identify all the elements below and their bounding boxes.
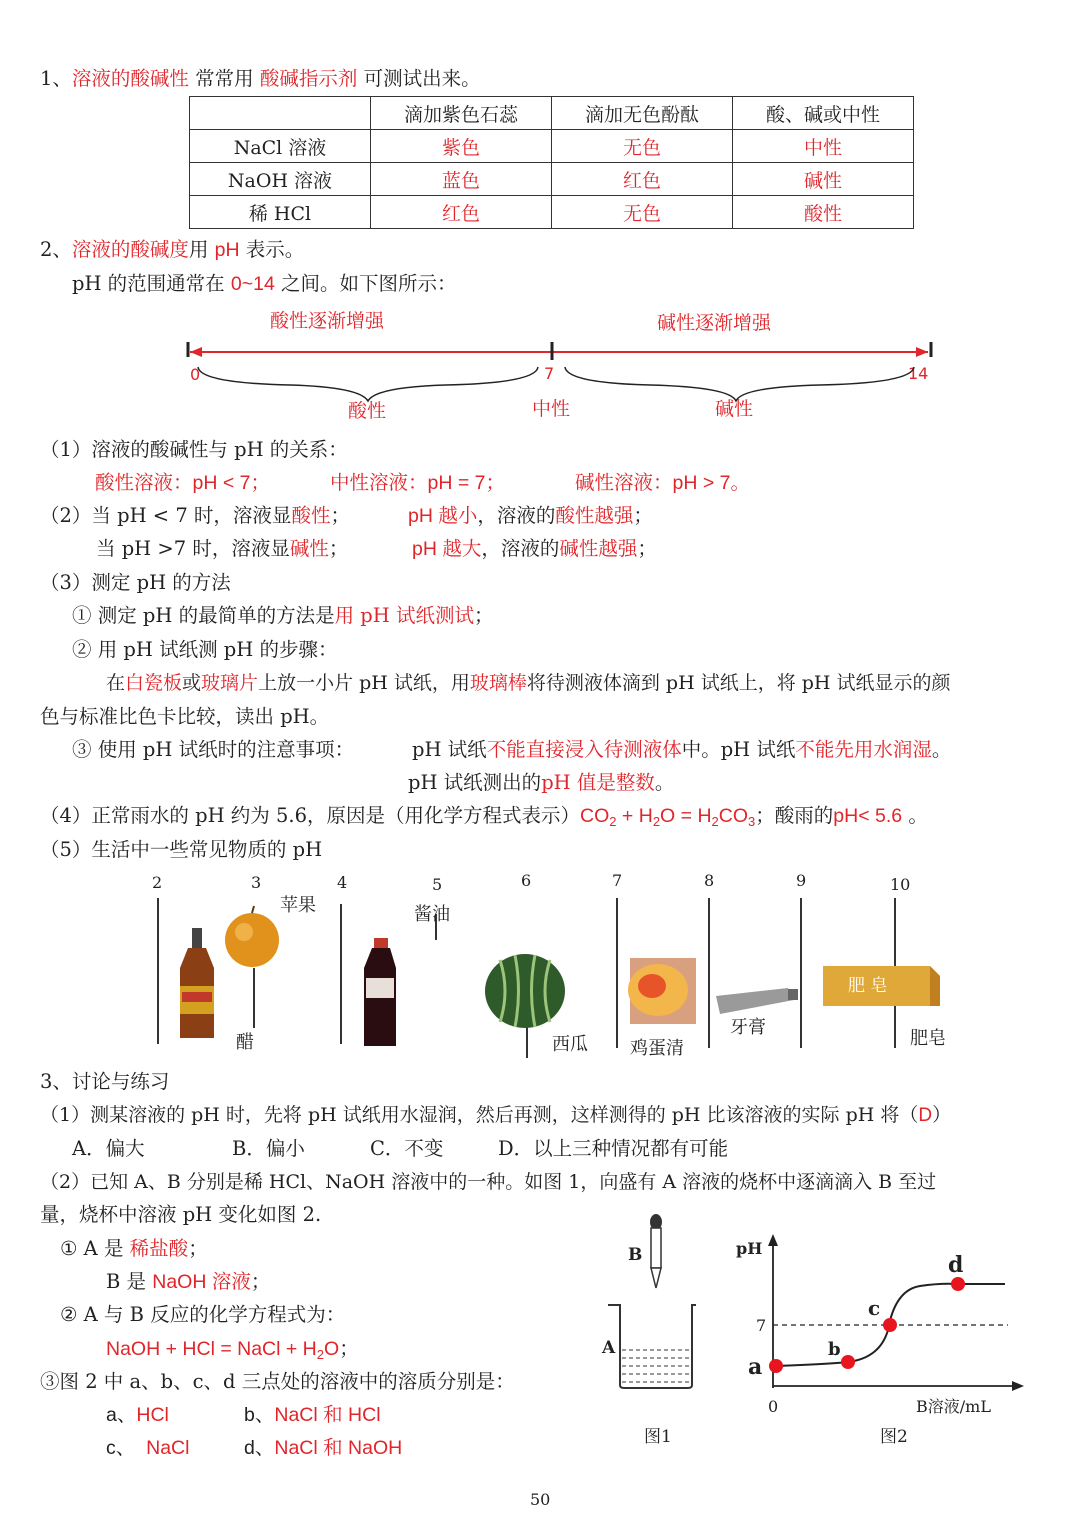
beaker-icon bbox=[608, 1305, 696, 1388]
tick-8: 8 bbox=[704, 871, 715, 890]
p1-label: （1）溶液的酸碱性与 pH 的关系： bbox=[40, 438, 348, 461]
fig2-label-b: b bbox=[828, 1339, 841, 1360]
s2-line: 2、溶液的酸碱度用 pH 表示。 bbox=[40, 238, 305, 261]
p4-line: （4）正常雨水的 pH 约为 5.6，原因是（用化学方程式表示）$CO_2 + H_2O = H_2CO_3$；酸雨的pH< 5.6 。 bbox=[40, 804, 928, 829]
soy-sauce-label: 酱油 bbox=[414, 904, 450, 925]
p3-item2: ② 用 pH 试纸测 pH 的步骤： bbox=[72, 638, 338, 661]
q1-option-c: C．不变 bbox=[370, 1137, 444, 1160]
q1-option-a: A．偏大 bbox=[72, 1137, 145, 1160]
p2-line1: （2）当 pH < 7 时，溶液显酸性； bbox=[40, 504, 350, 527]
acid-trend-label: 酸性逐渐增强 bbox=[270, 310, 385, 332]
tick-9: 9 bbox=[796, 871, 807, 890]
p3-item3: ③ 使用 pH 试纸时的注意事项： bbox=[72, 738, 355, 761]
fig2-caption: 图2 bbox=[880, 1427, 908, 1447]
fig2-label-a: a bbox=[748, 1354, 763, 1380]
soap-icon bbox=[823, 966, 940, 1006]
soap-box-text: 肥 皂 bbox=[848, 976, 888, 996]
q1-option-b: B．偏小 bbox=[232, 1137, 305, 1160]
tick-6: 6 bbox=[521, 871, 532, 890]
vinegar-label: 醋 bbox=[236, 1032, 254, 1053]
vinegar-bottle-icon bbox=[180, 928, 214, 1038]
apple-label: 苹果 bbox=[280, 895, 316, 916]
fig1-label-b: B bbox=[628, 1245, 643, 1265]
s3-q1: （1）测某溶液的 pH 时，先将 pH 试纸用水湿润，然后再测，这样测得的 pH 比该溶液的实际 pH 将（D） bbox=[40, 1104, 952, 1126]
table-row: 稀 HCl 红色 无色 酸性 bbox=[190, 196, 914, 229]
point-d bbox=[951, 1277, 965, 1291]
dropper-icon bbox=[650, 1214, 662, 1288]
tick-3: 3 bbox=[251, 873, 262, 892]
s2-range: pH 的范围通常在 0~14 之间。如下图所示： bbox=[72, 272, 457, 295]
p3-item2-cont: 色与标准比色卡比较，读出 pH。 bbox=[40, 705, 330, 728]
q1-option-d: D．以上三种情况都有可能 bbox=[498, 1137, 729, 1160]
solute-a: a、HCl bbox=[106, 1404, 169, 1426]
answer-b: B 是 NaOH 溶液； bbox=[106, 1270, 271, 1293]
p1-acid: 酸性溶液：pH < 7； bbox=[95, 472, 270, 494]
p1-neutral: 中性溶液：pH = 7； bbox=[330, 472, 505, 494]
p3-item3-note2: pH 试纸测出的pH 值是整数。 bbox=[408, 771, 675, 794]
page-number: 50 bbox=[530, 1490, 551, 1509]
egg-white-label: 鸡蛋清 bbox=[630, 1038, 684, 1059]
p5-label: （5）生活中一些常见物质的 pH bbox=[40, 838, 323, 861]
tick-10: 10 bbox=[890, 875, 911, 894]
fig2-x-label: B溶液/mL bbox=[916, 1397, 991, 1416]
indicator-table bbox=[189, 96, 914, 229]
fig2-label-c: c bbox=[868, 1296, 881, 1320]
solute-c: c、 NaCl bbox=[106, 1437, 190, 1459]
tick-4: 4 bbox=[337, 873, 348, 892]
fig2-y-label: pH bbox=[736, 1239, 763, 1258]
tick-14: 14 bbox=[908, 364, 929, 383]
acid-label: 酸性 bbox=[348, 400, 387, 422]
fig2-seven-label: 7 bbox=[756, 1316, 767, 1335]
answer-2-equation: NaOH + HCl = NaCl + $H_2O$； bbox=[106, 1337, 359, 1362]
answer-2-label: ② A 与 B 反应的化学方程式为： bbox=[60, 1303, 346, 1326]
s3-title: 3、讨论与练习 bbox=[40, 1070, 170, 1093]
s1-line: 1、溶液的酸碱性 常常用 酸碱指示剂 可测试出来。 bbox=[40, 67, 481, 90]
p2-line2: 当 pH >7 时，溶液显碱性； bbox=[96, 537, 349, 560]
figure-2-ph-curve bbox=[730, 1230, 1030, 1450]
fig2-zero-label: 0 bbox=[768, 1397, 779, 1416]
ph-substances-figure bbox=[140, 868, 960, 1063]
s3-q2-line1: （2）已知 A、B 分别是稀 HCl、NaOH 溶液中的一种。如图 1，向盛有 A 溶液的烧杯中逐滴滴入 B 至过 bbox=[40, 1171, 937, 1193]
solute-b: b、NaCl 和 HCl bbox=[244, 1404, 381, 1426]
p2-line1b: pH 越小，溶液的酸性越强； bbox=[408, 504, 653, 527]
s3-q2-line2: 量，烧杯中溶液 pH 变化如图 2. bbox=[40, 1203, 322, 1226]
soap-label: 肥皂 bbox=[910, 1028, 946, 1049]
point-a bbox=[769, 1359, 783, 1373]
watermelon-icon bbox=[485, 954, 565, 1028]
p3-item2-steps: 在白瓷板或玻璃片上放一小片 pH 试纸，用玻璃棒将待测液体滴到 pH 试纸上，将 pH 试纸显示的颜 bbox=[106, 672, 951, 694]
ph-scale-diagram bbox=[180, 305, 950, 430]
tick-7: 7 bbox=[544, 364, 555, 383]
base-label: 碱性 bbox=[715, 398, 754, 420]
point-c bbox=[883, 1318, 897, 1332]
table-row: NaCl 溶液 紫色 无色 中性 bbox=[190, 130, 914, 163]
p3-label: （3）测定 pH 的方法 bbox=[40, 571, 231, 594]
fig1-label-a: A bbox=[602, 1338, 616, 1358]
tick-0: 0 bbox=[190, 365, 201, 384]
table-row: NaOH 溶液 蓝色 红色 碱性 bbox=[190, 163, 914, 196]
solute-d: d、NaCl 和 NaOH bbox=[244, 1437, 403, 1459]
table-header-row: 滴加紫色石蕊 滴加无色酚酞 酸、碱或中性 bbox=[190, 97, 914, 130]
tick-2: 2 bbox=[152, 873, 163, 892]
point-b bbox=[841, 1355, 855, 1369]
p3-item3-note1: pH 试纸不能直接浸入待测液体中。pH 试纸不能先用水润湿。 bbox=[412, 738, 952, 761]
answer-3-label: ③图 2 中 a、b、c、d 三点处的溶液中的溶质分别是： bbox=[40, 1370, 515, 1393]
figure-1-beaker bbox=[598, 1210, 708, 1450]
p3-item1: ① 测定 pH 的最简单的方法是用 pH 试纸测试； bbox=[72, 604, 494, 627]
soy-sauce-bottle-icon bbox=[364, 938, 396, 1046]
tick-7: 7 bbox=[612, 871, 623, 890]
egg-white-icon bbox=[628, 958, 696, 1024]
apple-icon bbox=[225, 906, 279, 967]
toothpaste-icon bbox=[716, 988, 798, 1014]
watermelon-label: 西瓜 bbox=[552, 1034, 588, 1055]
fig2-label-d: d bbox=[948, 1252, 964, 1278]
base-trend-label: 碱性逐渐增强 bbox=[657, 312, 772, 334]
p2-line2b: pH 越大，溶液的碱性越强； bbox=[412, 537, 657, 560]
p1-base: 碱性溶液：pH > 7。 bbox=[575, 472, 750, 494]
toothpaste-label: 牙膏 bbox=[730, 1017, 766, 1038]
fig1-caption: 图1 bbox=[644, 1427, 672, 1447]
neutral-label: 中性 bbox=[532, 398, 571, 420]
answer-a: ① A 是 稀盐酸； bbox=[60, 1237, 208, 1260]
tick-5: 5 bbox=[432, 875, 443, 894]
